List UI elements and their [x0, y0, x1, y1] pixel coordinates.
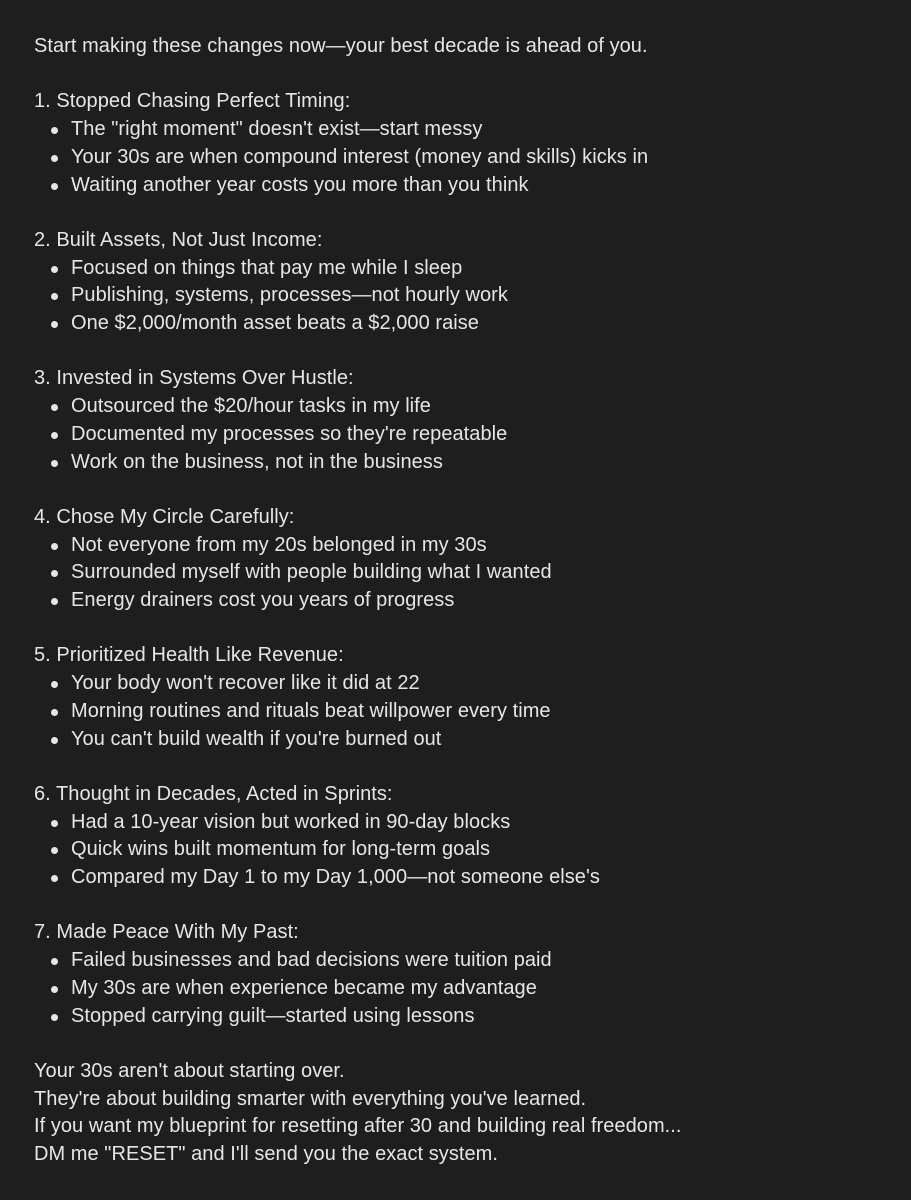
outro-line: Your 30s aren't about starting over.	[34, 1059, 345, 1082]
bullet-dot-icon	[51, 404, 58, 411]
section-title: 7. Made Peace With My Past:	[34, 921, 299, 944]
bullet-dot-icon	[51, 847, 58, 854]
spacer	[34, 61, 894, 89]
document-body	[34, 33, 894, 1169]
outro-line: They're about building smarter with everything you've learned.	[34, 1087, 587, 1110]
bullet-text: Failed businesses and bad decisions were tuition paid	[71, 949, 552, 972]
spacer	[34, 615, 894, 643]
bullet-dot-icon	[51, 183, 58, 190]
bullet-text: Stopped carrying guilt—started using lessons	[71, 1004, 475, 1027]
section-title: 2. Built Assets, Not Just Income:	[34, 228, 323, 251]
spacer	[34, 199, 894, 227]
section-title: 1. Stopped Chasing Perfect Timing:	[34, 90, 351, 113]
bullet-dot-icon	[51, 820, 58, 827]
bullet-dot-icon	[51, 543, 58, 550]
bullet-item	[34, 836, 894, 864]
bullet-item	[34, 255, 894, 283]
section-4	[34, 504, 894, 615]
spacer	[34, 338, 894, 366]
bullet-list	[34, 116, 894, 199]
bullet-text: Outsourced the $20/hour tasks in my life	[71, 395, 431, 418]
section-title: 5. Prioritized Health Like Revenue:	[34, 644, 344, 667]
bullet-text: One $2,000/month asset beats a $2,000 raise	[71, 312, 479, 334]
bullet-item	[34, 116, 894, 144]
outro-line: DM me "RESET" and I'll send you the exact system.	[34, 1143, 498, 1165]
outro-line: If you want my blueprint for resetting after 30 and building real freedom...	[34, 1115, 682, 1138]
bullet-item	[34, 532, 894, 560]
bullet-text: Compared my Day 1 to my Day 1,000—not someone else's	[71, 866, 600, 888]
bullet-text: Publishing, systems, processes—not hourly work	[71, 284, 508, 307]
bullet-item	[34, 864, 894, 892]
section-5	[34, 642, 894, 753]
bullet-dot-icon	[51, 570, 58, 577]
spacer	[34, 476, 894, 504]
bullet-item	[34, 421, 894, 449]
bullet-item	[34, 449, 894, 477]
bullet-dot-icon	[51, 737, 58, 744]
section-2	[34, 227, 894, 338]
bullet-item	[34, 726, 894, 754]
outro	[34, 1058, 894, 1169]
bullet-list	[34, 393, 894, 476]
bullet-text: Focused on things that pay me while I sleep	[71, 256, 463, 279]
bullet-dot-icon	[51, 709, 58, 716]
section-7	[34, 919, 894, 1030]
bullet-text: You can't build wealth if you're burned out	[71, 727, 442, 750]
intro-line: Start making these changes now—your best decade is ahead of you.	[34, 35, 648, 57]
bullet-dot-icon	[51, 1014, 58, 1021]
bullet-dot-icon	[51, 598, 58, 605]
bullet-item	[34, 670, 894, 698]
section-6	[34, 781, 894, 892]
spacer	[34, 892, 894, 920]
bullet-item	[34, 393, 894, 421]
bullet-text: Your body won't recover like it did at 22	[71, 672, 420, 695]
bullet-text: Waiting another year costs you more than you think	[71, 173, 529, 196]
bullet-text: Surrounded myself with people building what I wanted	[71, 561, 552, 584]
bullet-item	[34, 282, 894, 310]
bullet-dot-icon	[51, 321, 58, 328]
bullet-dot-icon	[51, 155, 58, 162]
bullet-text: Not everyone from my 20s belonged in my 30s	[71, 533, 487, 556]
bullet-list	[34, 532, 894, 615]
bullet-text: Your 30s are when compound interest (money and skills) kicks in	[71, 145, 649, 168]
bullet-text: My 30s are when experience became my advantage	[71, 976, 537, 999]
bullet-item	[34, 559, 894, 587]
bullet-dot-icon	[51, 958, 58, 965]
section-title: 6. Thought in Decades, Acted in Sprints:	[34, 782, 393, 805]
bullet-text: Had a 10-year vision but worked in 90-day blocks	[71, 810, 511, 833]
bullet-item	[34, 698, 894, 726]
bullet-dot-icon	[51, 681, 58, 688]
section-title: 3. Invested in Systems Over Hustle:	[34, 367, 354, 390]
bullet-item	[34, 587, 894, 615]
bullet-item	[34, 947, 894, 975]
bullet-text: Quick wins built momentum for long-term goals	[71, 838, 491, 861]
bullet-list	[34, 255, 894, 338]
bullet-dot-icon	[51, 460, 58, 467]
bullet-text: Documented my processes so they're repeatable	[71, 422, 508, 445]
bullet-item	[34, 172, 894, 200]
bullet-item	[34, 144, 894, 172]
bullet-text: Energy drainers cost you years of progress	[71, 589, 455, 611]
bullet-dot-icon	[51, 986, 58, 993]
bullet-item	[34, 809, 894, 837]
section-3	[34, 365, 894, 476]
bullet-text: Morning routines and rituals beat willpower every time	[71, 699, 551, 722]
bullet-item	[34, 310, 894, 338]
bullet-dot-icon	[51, 293, 58, 300]
bullet-list	[34, 809, 894, 892]
bullet-dot-icon	[51, 875, 58, 882]
spacer	[34, 1030, 894, 1058]
bullet-text: The "right moment" doesn't exist—start messy	[71, 118, 483, 141]
bullet-item	[34, 975, 894, 1003]
section-1	[34, 88, 894, 199]
bullet-list	[34, 947, 894, 1030]
bullet-text: Work on the business, not in the business	[71, 450, 443, 473]
bullet-dot-icon	[51, 266, 58, 273]
bullet-list	[34, 670, 894, 753]
section-title: 4. Chose My Circle Carefully:	[34, 505, 295, 528]
bullet-item	[34, 1003, 894, 1031]
bullet-dot-icon	[51, 432, 58, 439]
spacer	[34, 753, 894, 781]
bullet-dot-icon	[51, 127, 58, 134]
